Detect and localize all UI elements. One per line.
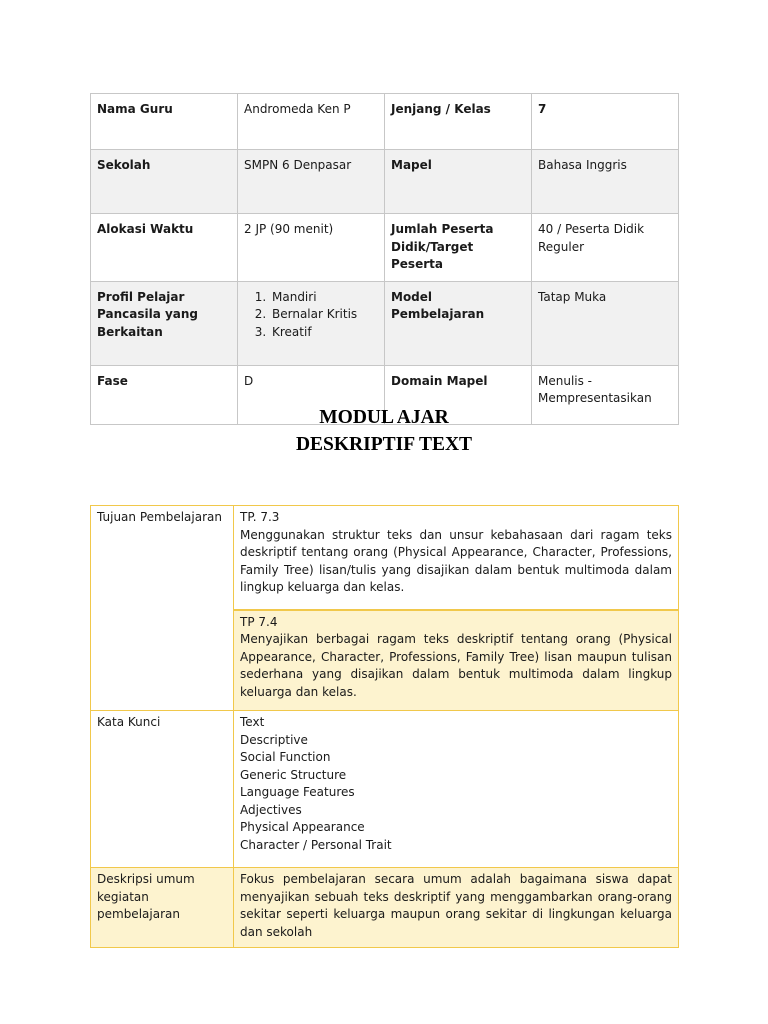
label-profil-pelajar: Profil Pelajar Pancasila yang Berkaitan xyxy=(91,281,238,365)
info-table xyxy=(90,93,679,425)
value-alokasi-waktu: 2 JP (90 menit) xyxy=(238,214,385,282)
value-jumlah-peserta: 40 / Peserta Didik Reguler xyxy=(532,214,679,282)
profil-list xyxy=(244,289,378,342)
profil-item-bernalar-kritis: 2. Bernalar Kritis xyxy=(270,306,378,324)
kata-kunci-row xyxy=(91,711,679,868)
value-profil-pelajar xyxy=(238,281,385,365)
objectives-table xyxy=(90,505,679,948)
info-row-nama-guru xyxy=(91,94,679,150)
label-jenjang-kelas: Jenjang / Kelas xyxy=(385,94,532,150)
label-mapel: Mapel xyxy=(385,150,532,214)
value-domain-mapel: Menulis - Mempresentasikan xyxy=(532,365,679,424)
keyword-item: Language Features xyxy=(240,785,355,799)
info-row-alokasi-waktu xyxy=(91,214,679,282)
info-row-sekolah xyxy=(91,150,679,214)
label-tujuan-pembelajaran: Tujuan Pembelajaran xyxy=(91,506,234,711)
label-alokasi-waktu: Alokasi Waktu xyxy=(91,214,238,282)
deskripsi-row xyxy=(91,868,679,948)
keyword-item: Adjectives xyxy=(240,802,302,817)
tp2-text: Menyajikan berbagai ragam teks deskriptif tentang orang (Physical Appearance, Character, Professions, Family Tree) lisan maupun tulisan sederhana yang disajikan dalam bentuk multimoda dalam lingkup keluarga dan kelas. xyxy=(240,632,672,699)
tujuan-row-tp1 xyxy=(91,506,679,610)
label-fase: Fase xyxy=(91,365,238,424)
label-jumlah-peserta: Jumlah Peserta Didik/Target Peserta xyxy=(385,214,532,282)
tp1-code: TP. 7.3 xyxy=(240,510,280,524)
keyword-item: Descriptive xyxy=(240,732,308,747)
title-line-deskriptif-text: DESKRIPTIF TEXT xyxy=(295,434,473,455)
title-line-modul-ajar: MODUL AJAR xyxy=(319,407,449,428)
keyword-item: Social Function xyxy=(240,750,331,764)
keyword-item: Character / Personal Trait xyxy=(240,837,392,852)
label-sekolah: Sekolah xyxy=(91,150,238,214)
keywords-cell xyxy=(234,711,679,868)
keyword-item: Text xyxy=(240,715,265,729)
value-jenjang-kelas: 7 xyxy=(532,94,679,150)
tp1-text: Menggunakan struktur teks dan unsur kebahasaan dari ragam teks deskriptif tentang orang (Physical Appearance, Character, Professions, Family Tree) lisan/tulis yang disajikan dalam bentuk multimoda dalam lingkup keluarga dan kelas. xyxy=(240,527,672,594)
deskripsi-text: Fokus pembelajaran secara umum adalah bagaimana siswa dapat menyajikan sebuah teks deskriptif yang menggambarkan orang-orang sekitar seperti keluarga maupun orang sekitar di lingkungan keluarga dan sekolah xyxy=(234,868,679,948)
label-nama-guru: Nama Guru xyxy=(91,94,238,150)
label-deskripsi-umum: Deskripsi umum kegiatan pembelajaran xyxy=(91,868,234,948)
tp2-code: TP 7.4 xyxy=(240,614,278,629)
value-fase: D xyxy=(238,365,385,424)
label-kata-kunci: Kata Kunci xyxy=(91,711,234,868)
profil-item-mandiri: 1. Mandiri xyxy=(270,289,378,307)
tp1-cell xyxy=(234,506,679,610)
value-model-pembelajaran: Tatap Muka xyxy=(532,281,679,365)
info-row-profil-pelajar xyxy=(91,281,679,365)
value-mapel: Bahasa Inggris xyxy=(532,150,679,214)
document-title xyxy=(0,404,768,458)
keyword-item: Generic Structure xyxy=(240,767,347,782)
value-nama-guru: Andromeda Ken P xyxy=(238,94,385,150)
keyword-item: Physical Appearance xyxy=(240,820,365,834)
tp2-cell xyxy=(234,610,679,711)
label-domain-mapel: Domain Mapel xyxy=(385,365,532,424)
value-sekolah: SMPN 6 Denpasar xyxy=(238,150,385,214)
profil-item-kreatif: 3. Kreatif xyxy=(270,324,378,342)
label-model-pembelajaran: Model Pembelajaran xyxy=(385,281,532,365)
